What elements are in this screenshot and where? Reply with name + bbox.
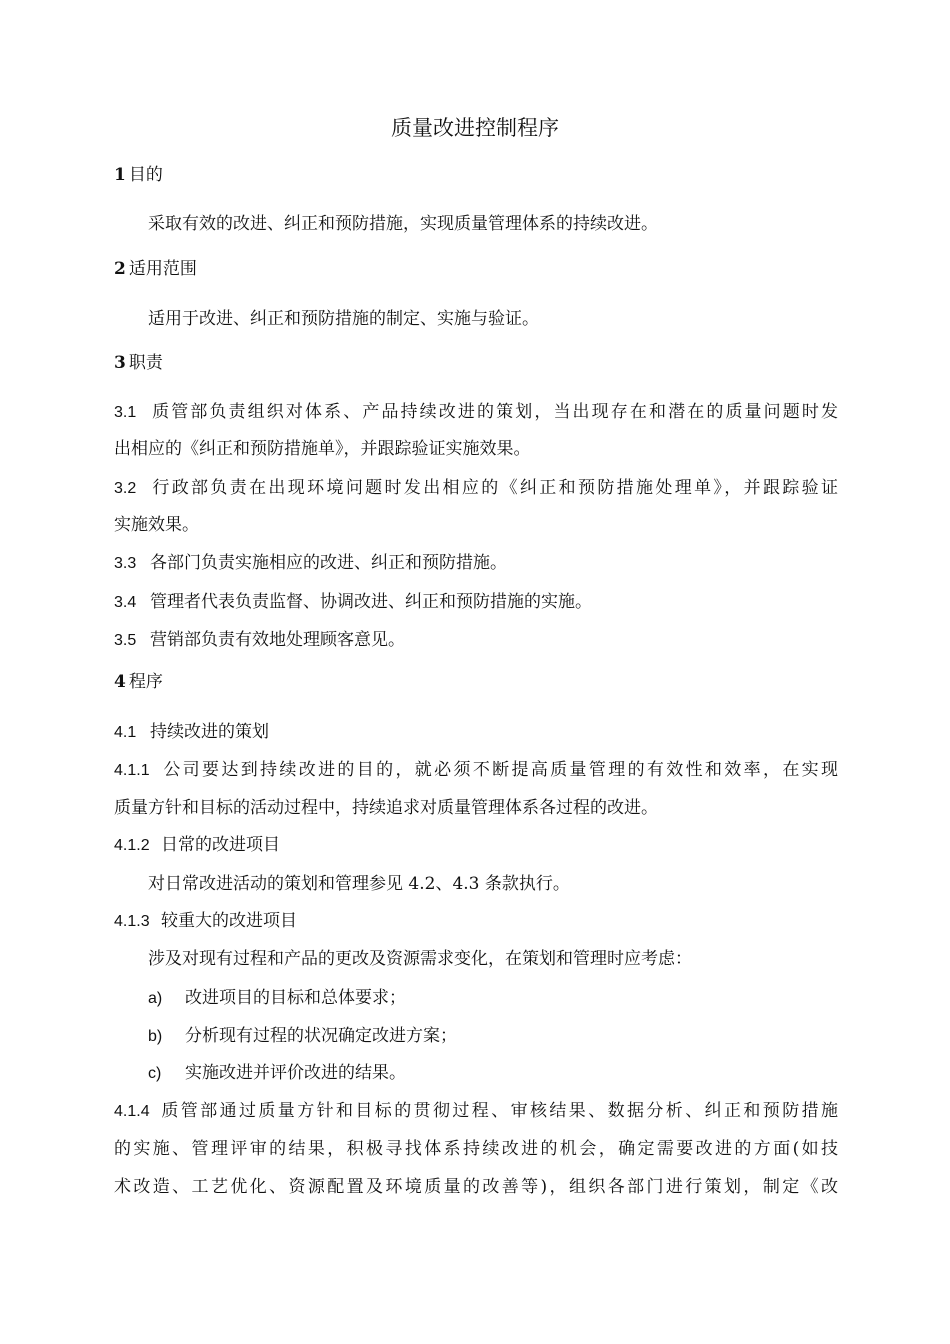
clause-number: 4.1.1 xyxy=(114,762,150,779)
clause-number: 3.4 xyxy=(114,594,137,611)
section-label: 目的 xyxy=(128,165,163,185)
section-label: 适用范围 xyxy=(128,259,197,279)
section-1-paragraph: 采取有效的改进、纠正和预防措施，实现质量管理体系的持续改进。 xyxy=(148,214,658,234)
section-number: 4 xyxy=(114,672,126,692)
clause-number: 3.3 xyxy=(114,555,137,572)
clause-number: 3.2 xyxy=(114,480,137,497)
clause-text: 较重大的改进项目 xyxy=(161,911,297,931)
clause-4-1-4-line-1 xyxy=(114,1098,838,1125)
clause-text: 行政部负责在出现环境问题时发出相应的《纠正和预防措施处理单》，并跟踪验证 xyxy=(150,478,838,498)
section-heading-3 xyxy=(114,350,163,376)
clause-4-1-4-line-2: 的实施、管理评审的结果，积极寻找体系持续改进的机会，确定需要改进的方面(如技 xyxy=(114,1139,838,1159)
clause-text: 管理者代表负责监督、协调改进、纠正和预防措施的实施。 xyxy=(150,592,592,612)
clause-number: 3.1 xyxy=(114,404,137,421)
list-text: 分析现有过程的状况确定改进方案； xyxy=(185,1026,457,1046)
clause-3-3 xyxy=(114,550,507,577)
clause-4-1-4-line-3: 术改造、工艺优化、资源配置及环境质量的改善等)，组织各部门进行策划，制定《改 xyxy=(114,1177,838,1197)
clause-3-4 xyxy=(114,589,592,616)
clause-4-1-2-body: 对日常改进活动的策划和管理参见 4.2、4.3 条款执行。 xyxy=(148,874,570,894)
list-item xyxy=(148,1060,406,1087)
clause-3-1-line-2: 出相应的《纠正和预防措施单》，并跟踪验证实施效果。 xyxy=(114,439,531,459)
clause-text: 质管部负责组织对体系、产品持续改进的策划，当出现存在和潜在的质量问题时发 xyxy=(150,402,838,422)
clause-4-1-3-body: 涉及对现有过程和产品的更改及资源需求变化，在策划和管理时应考虑： xyxy=(148,949,692,969)
clause-number: 4.1.4 xyxy=(114,1103,150,1120)
clause-text: 各部门负责实施相应的改进、纠正和预防措施。 xyxy=(150,553,507,573)
clause-text: 营销部负责有效地处理顾客意见。 xyxy=(150,630,405,650)
list-marker: c) xyxy=(148,1065,162,1082)
clause-text: 公司要达到持续改进的目的，就必须不断提高质量管理的有效性和效率，在实现 xyxy=(161,760,838,780)
clause-number: 4.1 xyxy=(114,724,137,741)
clause-number: 4.1.3 xyxy=(114,913,150,930)
clause-text: 持续改进的策划 xyxy=(150,722,269,742)
section-number: 3 xyxy=(114,353,126,373)
clause-number: 4.1.2 xyxy=(114,837,150,854)
clause-text: 日常的改进项目 xyxy=(161,835,280,855)
section-2-paragraph: 适用于改进、纠正和预防措施的制定、实施与验证。 xyxy=(148,309,539,329)
clause-3-1-line-1 xyxy=(114,399,838,426)
clause-number: 3.5 xyxy=(114,632,137,649)
section-number: 1 xyxy=(114,165,126,185)
list-text: 实施改进并评价改进的结果。 xyxy=(185,1063,406,1083)
section-label: 程序 xyxy=(128,672,163,692)
clause-3-2-line-1 xyxy=(114,475,838,502)
clause-4-1 xyxy=(114,719,269,746)
list-text: 改进项目的目标和总体要求； xyxy=(185,988,406,1008)
list-item xyxy=(148,1023,457,1050)
section-heading-4 xyxy=(114,669,163,695)
section-heading-1 xyxy=(114,162,163,188)
section-heading-2 xyxy=(114,256,197,282)
section-label: 职责 xyxy=(128,353,163,373)
clause-4-1-2 xyxy=(114,832,280,859)
document-title: 质量改进控制程序 xyxy=(391,116,559,140)
clause-4-1-3 xyxy=(114,908,297,935)
clause-4-1-1-line-2: 质量方针和目标的活动过程中，持续追求对质量管理体系各过程的改进。 xyxy=(114,798,658,818)
section-number: 2 xyxy=(114,259,126,279)
list-item xyxy=(148,985,406,1012)
list-marker: b) xyxy=(148,1028,163,1045)
clause-3-2-line-2: 实施效果。 xyxy=(114,515,199,535)
list-marker: a) xyxy=(148,990,163,1007)
clause-4-1-1-line-1 xyxy=(114,757,838,784)
clause-3-5 xyxy=(114,627,405,654)
clause-text: 质管部通过质量方针和目标的贯彻过程、审核结果、数据分析、纠正和预防措施 xyxy=(159,1101,838,1121)
